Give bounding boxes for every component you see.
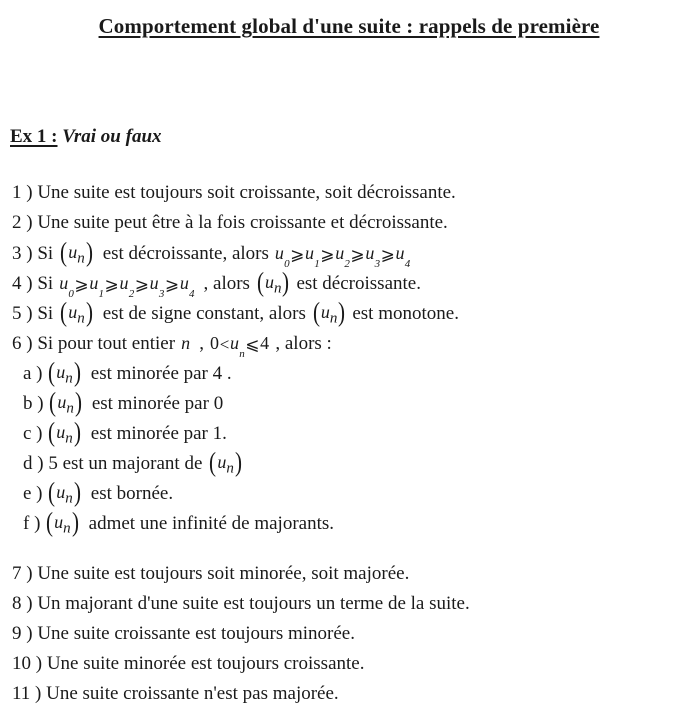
question-text: Une suite est toujours soit minorée, soit majorée.: [37, 563, 410, 584]
question-item: [12, 508, 692, 538]
question-text-after: est bornée.: [90, 483, 174, 504]
math-operator: ⩾: [74, 274, 89, 294]
question-text-after: est monotone.: [352, 303, 459, 324]
math-parenthesized-sequence: $(u_n)$: [49, 387, 82, 417]
sequence-term: $u_n$: [68, 302, 85, 327]
question-item: [12, 418, 692, 448]
question-item: [12, 619, 692, 649]
question-text-after: admet une infinité de majorants.: [88, 513, 334, 534]
question-text-after: est minorée par 4 .: [90, 363, 232, 384]
question-item: [12, 679, 692, 709]
math-parenthesized-sequence: $(u_n)$: [60, 297, 93, 327]
math-parenthesized-sequence: $(u_n)$: [48, 477, 81, 507]
math-operator: ⩾: [164, 274, 180, 294]
question-number: 5 ): [12, 303, 33, 324]
question-number: c ): [23, 423, 43, 444]
math-operator: ⩾: [134, 274, 150, 294]
sequence-term: $u_n$: [57, 392, 74, 417]
math-operator: ⩾: [380, 244, 396, 264]
page-title-text: Comportement global d'une suite : rappels de première: [98, 14, 600, 38]
math-parenthesized-sequence: $(u_n)$: [46, 507, 79, 537]
math-parenthesized-sequence: $(u_n)$: [312, 297, 346, 327]
question-item: [12, 298, 692, 328]
math-operator: ⩾: [290, 244, 305, 264]
question-number: f ): [23, 513, 41, 534]
question-number: a ): [23, 363, 43, 384]
question-text: Une suite peut être à la fois croissante et décroissante.: [37, 212, 448, 233]
question-number: e ): [23, 483, 43, 504]
math-expression: n: [181, 333, 191, 353]
question-number: 9 ): [12, 623, 33, 644]
question-text: Un majorant d'une suite est toujours un terme de la suite.: [37, 593, 470, 614]
question-item: [12, 478, 692, 508]
math-expression: $u_0⩾u_1⩾u_2⩾u_3⩾u_4$: [274, 243, 411, 270]
math-operator: ⩾: [104, 274, 119, 294]
math-parenthesized-sequence: $(u_n)$: [209, 447, 242, 477]
math-parenthesized-sequence: $(u_n)$: [256, 267, 290, 297]
math-expression: $0<u_n⩽4$: [210, 333, 270, 360]
question-text-before: Si: [37, 273, 54, 294]
question-number: 7 ): [12, 563, 33, 584]
question-text-after: , alors :: [275, 333, 332, 354]
sequence-term: $u_n$: [217, 452, 234, 477]
question-number: 1 ): [12, 182, 33, 203]
math-operator: ⩾: [320, 244, 335, 264]
sequence-term: $u_n$: [56, 422, 73, 447]
sequence-term: $u_n$: [56, 362, 73, 387]
sequence-term: $u_n$: [56, 482, 73, 507]
question-number: b ): [23, 393, 44, 414]
page-title: [0, 14, 698, 39]
question-text-middle: , alors: [203, 273, 250, 294]
question-number: 4 ): [12, 273, 33, 294]
question-item: [12, 358, 692, 388]
question-text: Une suite croissante n'est pas majorée.: [46, 683, 339, 704]
question-text-middle: ,: [199, 333, 205, 354]
sequence-term: $u_n$: [54, 512, 71, 537]
question-number: 10 ): [12, 653, 43, 674]
question-text-after: est minorée par 0: [91, 393, 224, 414]
math-operator: ⩾: [350, 244, 365, 264]
question-text-before: Si: [37, 243, 54, 264]
question-text-after: est décroissante.: [296, 273, 421, 294]
question-text-before: 5 est un majorant de: [48, 453, 203, 474]
math-parenthesized-sequence: $(u_n)$: [48, 357, 81, 387]
question-number: 8 ): [12, 593, 33, 614]
question-item: [12, 178, 692, 208]
question-item: [12, 559, 692, 589]
question-text-middle: est de signe constant, alors: [102, 303, 306, 324]
question-text-middle: est décroissante, alors: [102, 243, 269, 264]
question-text-before: Si pour tout entier: [37, 333, 176, 354]
exercise-heading: [10, 126, 162, 148]
question-number: 3 ): [12, 243, 33, 264]
question-text: Une suite croissante est toujours minorée.: [37, 623, 355, 644]
question-item: [12, 238, 692, 268]
sequence-term: $u_n$: [264, 272, 282, 297]
question-item: [12, 649, 692, 679]
question-number: 2 ): [12, 212, 33, 233]
question-item: [12, 328, 692, 358]
math-operator: ⩽: [245, 334, 260, 354]
question-text-after: est minorée par 1.: [90, 423, 227, 444]
question-item: [12, 268, 692, 298]
sequence-term: $u_n$: [320, 302, 338, 327]
question-number: d ): [23, 453, 44, 474]
math-parenthesized-sequence: $(u_n)$: [48, 417, 81, 447]
question-item: [12, 448, 692, 478]
math-operator: <: [219, 334, 230, 354]
question-text: Une suite est toujours soit croissante, soit décroissante.: [37, 182, 456, 203]
question-item: [12, 388, 692, 418]
question-list: [12, 178, 692, 709]
question-text-before: Si: [37, 303, 54, 324]
exercise-label: Ex 1 :: [10, 126, 58, 147]
exercise-name: Vrai ou faux: [62, 126, 162, 147]
question-number: 6 ): [12, 333, 33, 354]
question-item: [12, 589, 692, 619]
sequence-term: $u_n$: [68, 242, 85, 267]
math-parenthesized-sequence: $(u_n)$: [60, 237, 93, 267]
question-text: Une suite minorée est toujours croissante.: [46, 653, 365, 674]
question-item: [12, 208, 692, 238]
math-expression: $u_0⩾u_1⩾u_2⩾u_3⩾u_4$: [59, 273, 195, 300]
question-number: 11 ): [12, 683, 42, 704]
